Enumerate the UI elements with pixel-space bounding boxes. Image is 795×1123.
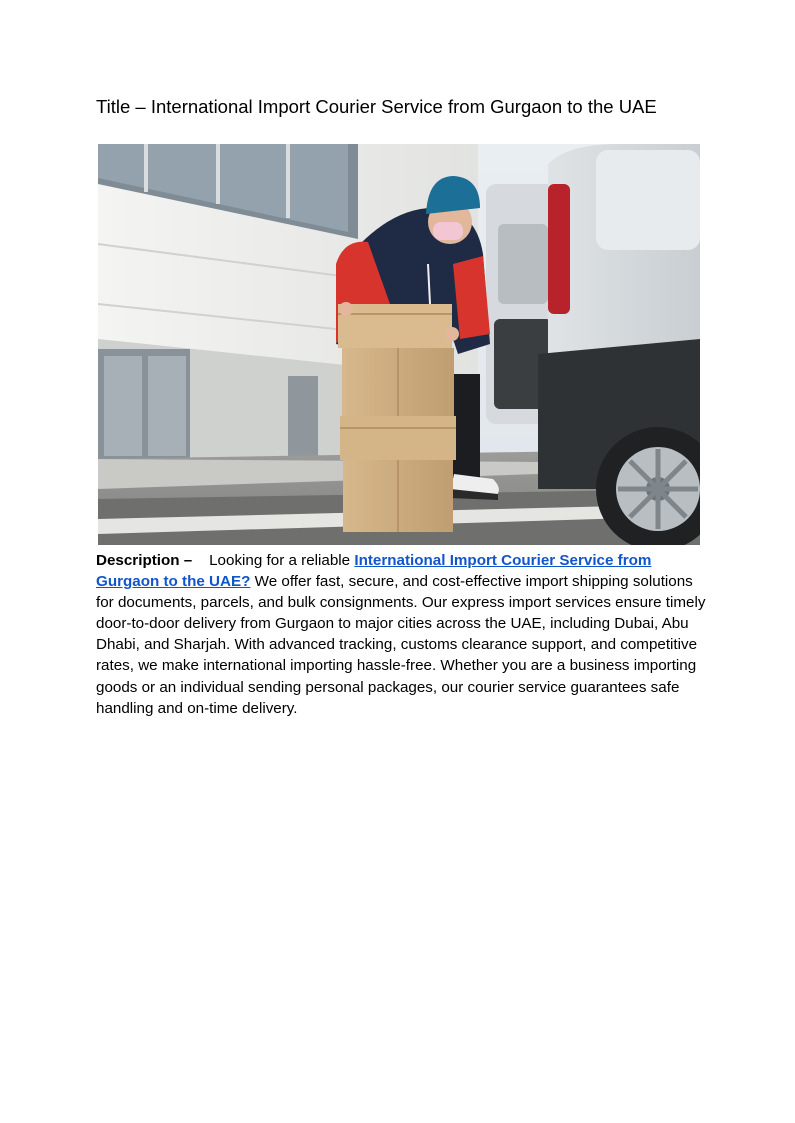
delivery-photo xyxy=(98,144,700,545)
description-label: Description – xyxy=(96,552,193,569)
description-body: We offer fast, secure, and cost-effective import shipping solutions for documents, parcels, and bulk consignments. Our express import services ensure timely door-to-door delivery from Gurgaon to major cities across the UAE, including Dubai, Abu Dhabi, and Sharjah. With advanced tracking, customs clearance support, and competitive rates, we make international importing hassle-free. Whether you are a business importing goods or an individual sending personal packages, our courier service guarantees safe handling and on-time delivery. xyxy=(96,573,706,717)
courier-service-link[interactable]: International Import Courier Service from Gurgaon to the UAE? xyxy=(96,552,652,591)
description-intro: Looking for a reliable xyxy=(209,552,351,569)
description-paragraph xyxy=(96,550,706,719)
document-title: Title – International Import Courier Service from Gurgaon to the UAE xyxy=(96,96,657,117)
delivery-man-loading-boxes-photo xyxy=(98,144,700,545)
